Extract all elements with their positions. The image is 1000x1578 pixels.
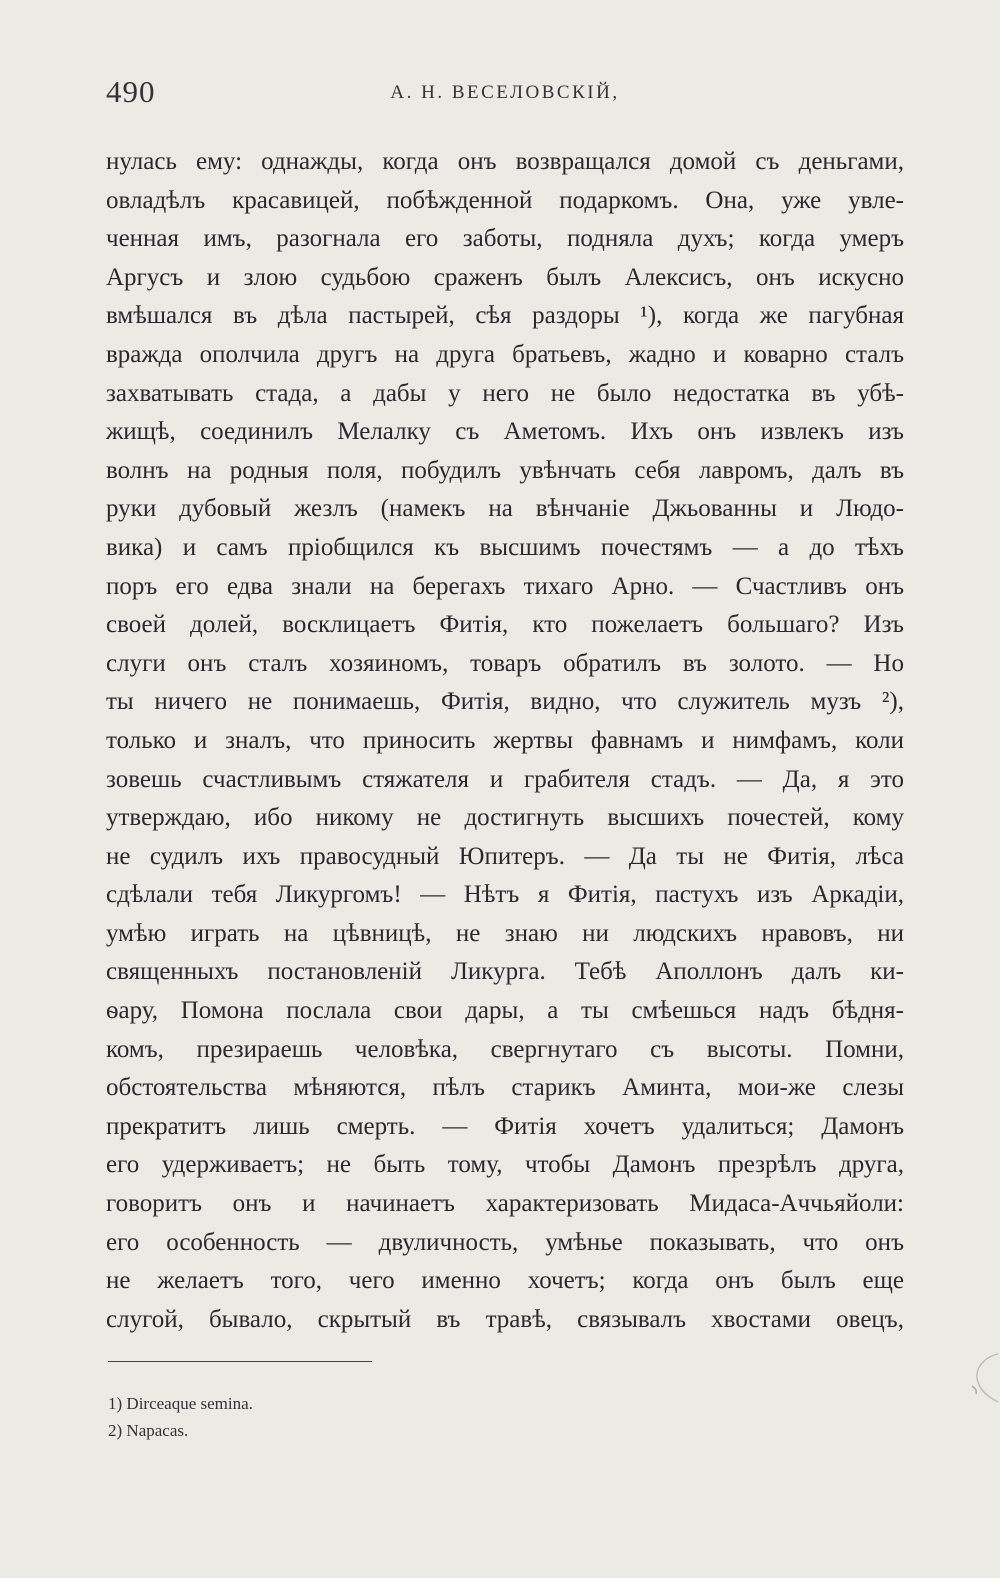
text-line: своей долей, восклицаетъ Фитія, кто пожелаетъ большаго? Изъ (106, 611, 904, 639)
text-line: слугой, бывало, скрытый въ травѣ, связывалъ хвостами овецъ, (106, 1305, 904, 1333)
page-edge-mark (960, 1352, 1000, 1408)
page-header (106, 74, 904, 122)
text-line: умѣю играть на цѣвницѣ, не знаю ни людскихъ нравовъ, ни (106, 919, 904, 947)
footnote-1: 1) Dirceaque semina. (108, 1394, 253, 1413)
body-text (106, 143, 904, 1339)
text-line: комъ, презираешь человѣка, свергнутаго съ высоты. Помни, (106, 1035, 904, 1063)
page-number: 490 (106, 74, 156, 109)
text-line: нулась ему: однажды, когда онъ возвращался домой съ деньгами, (106, 148, 904, 175)
text-line: волнъ на родныя поля, побудилъ увѣнчать себя лавромъ, далъ въ (106, 456, 904, 484)
text-line: утверждаю, ибо никому не достигнуть высшихъ почестей, кому (106, 804, 904, 832)
text-line: священныхъ постановленій Ликурга. Тебѣ Аполлонъ далъ ки- (106, 958, 904, 986)
text-line: ѳару, Помона послала свои дары, а ты смѣешься надъ бѣдня- (106, 997, 904, 1025)
text-line: захватывать стада, а дабы у него не было недостатка въ убѣ- (106, 379, 904, 407)
footnote-divider (108, 1361, 372, 1362)
text-line: слуги онъ сталъ хозяиномъ, товаръ обратилъ въ золото. — Но (106, 649, 904, 677)
text-line: обстоятельства мѣняются, пѣлъ старикъ Аминта, мои-же слезы (106, 1074, 904, 1102)
text-line: прекратитъ лишь смерть. — Фитія хочетъ удалиться; Дамонъ (106, 1112, 904, 1140)
text-line: жищѣ, соединилъ Мелалку съ Аметомъ. Ихъ онъ извлекъ изъ (106, 418, 904, 446)
footnotes (108, 1390, 608, 1444)
text-line: вражда ополчила другъ на друга братьевъ, жадно и коварно сталъ (106, 340, 904, 368)
text-line: овладѣлъ красавицей, побѣжденной подаркомъ. Она, уже увле- (106, 186, 904, 214)
text-line: сдѣлали тебя Ликургомъ! — Нѣтъ я Фитія, пастухъ изъ Аркадіи, (106, 881, 904, 909)
text-line: только и зналъ, что приносить жертвы фавнамъ и нимфамъ, коли (106, 726, 904, 754)
text-line: Аргусъ и злою судьбою сраженъ былъ Алексисъ, онъ искусно (106, 263, 904, 291)
running-head: А. Н. ВЕСЕЛОВСКІЙ, (390, 82, 620, 103)
text-line: ченная имъ, разогнала его заботы, подняла духъ; когда умеръ (106, 225, 904, 253)
footnote-2: 2) Napacas. (108, 1421, 189, 1440)
text-line: говоритъ онъ и начинаетъ характеризовать Мидаса-Аччьяйоли: (106, 1190, 904, 1218)
text-line: вмѣшался въ дѣла пастырей, сѣя раздоры ¹), когда же пагубная (106, 302, 904, 330)
text-line: его особенность — двуличность, умѣнье показывать, что онъ (106, 1228, 904, 1256)
text-line: не желаетъ того, чего именно хочетъ; когда онъ былъ еще (106, 1267, 904, 1295)
text-line: вика) и самъ пріобщился къ высшимъ почестямъ — а до тѣхъ (106, 533, 904, 561)
text-line: руки дубовый жезлъ (намекъ на вѣнчаніе Джьованны и Людо- (106, 495, 904, 523)
text-line: поръ его едва знали на берегахъ тихаго Арно. — Счастливъ онъ (106, 572, 904, 600)
text-line: ты ничего не понимаешь, Фитія, видно, что служитель музъ ²), (106, 688, 904, 716)
text-line: не судилъ ихъ правосудный Юпитеръ. — Да ты не Фитія, лѣса (106, 842, 904, 870)
text-line: его удерживаетъ; не быть тому, чтобы Дамонъ презрѣлъ друга, (106, 1151, 904, 1179)
text-line: зовешь счастливымъ стяжателя и грабителя стадъ. — Да, я это (106, 765, 904, 793)
